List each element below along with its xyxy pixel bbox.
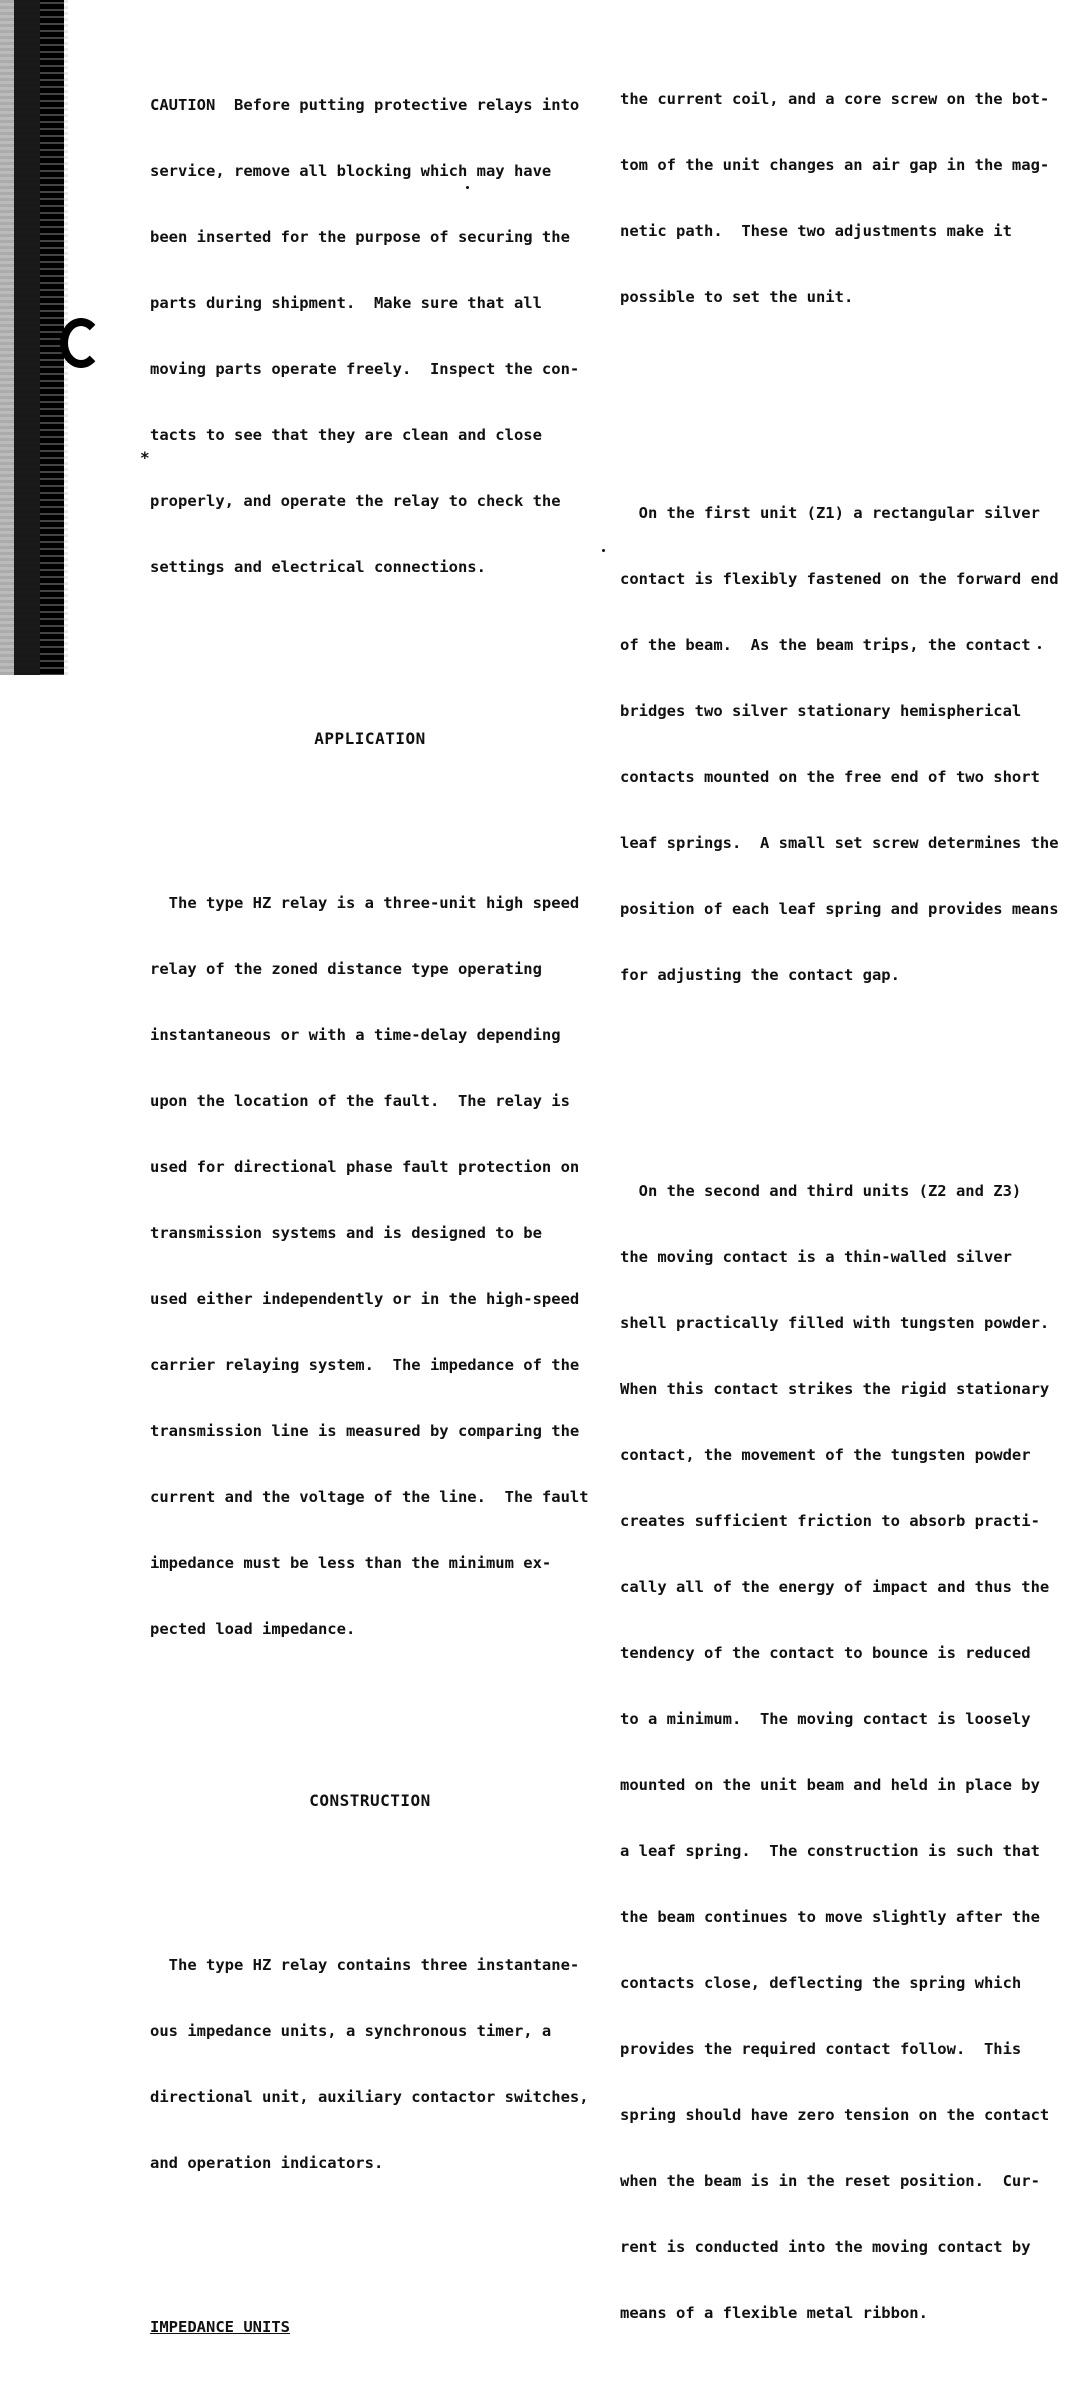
text-line: used either independently or in the high-speed: [150, 1290, 580, 1308]
text-line: contact is flexibly fastened on the forward end: [620, 570, 1059, 588]
left-column: [150, 6, 590, 2360]
text-line: parts during shipment. Make sure that all: [150, 294, 542, 312]
text-line: provides the required contact follow. This: [620, 2040, 1022, 2058]
text-line: to a minimum. The moving contact is loosely: [620, 1710, 1031, 1728]
text-line: On the first unit (Z1) a rectangular silver: [620, 504, 1040, 522]
text-line: netic path. These two adjustments make it: [620, 222, 1012, 240]
text-line: transmission line is measured by comparing the: [150, 1422, 580, 1440]
text-line: bridges two silver stationary hemispherical: [620, 702, 1022, 720]
text-line: contacts mounted on the free end of two short: [620, 768, 1040, 786]
text-line: the current coil, and a core screw on the bot-: [620, 90, 1050, 108]
text-line: been inserted for the purpose of securing the: [150, 228, 570, 246]
text-line: contact, the movement of the tungsten powder: [620, 1446, 1031, 1464]
text-line: instantaneous or with a time-delay depending: [150, 1026, 561, 1044]
text-line: CAUTION Before putting protective relays into: [150, 96, 580, 114]
scan-speck: [466, 186, 469, 189]
text-line: shell practically filled with tungsten powder.: [620, 1314, 1050, 1332]
text-line: current and the voltage of the line. The fault: [150, 1488, 589, 1506]
text-line: upon the location of the fault. The relay is: [150, 1092, 570, 1110]
text-line: means of a flexible metal ribbon.: [620, 2304, 928, 2322]
text-line: moving parts operate freely. Inspect the con-: [150, 360, 580, 378]
text-line: and operation indicators.: [150, 2154, 384, 2172]
text-line: spring should have zero tension on the contact: [620, 2106, 1050, 2124]
text-line: contacts close, deflecting the spring which: [620, 1974, 1022, 1992]
text-line: for adjusting the contact gap.: [620, 966, 900, 984]
text-line: On the second and third units (Z2 and Z3): [620, 1182, 1022, 1200]
text-line: the moving contact is a thin-walled silver: [620, 1248, 1012, 1266]
text-line: tom of the unit changes an air gap in the mag-: [620, 156, 1050, 174]
text-line: creates sufficient friction to absorb practi-: [620, 1512, 1040, 1530]
text-line: the beam continues to move slightly after the: [620, 1908, 1040, 1926]
text-line: possible to set the unit.: [620, 288, 854, 306]
text-line: relay of the zoned distance type operating: [150, 960, 542, 978]
text-line: rent is conducted into the moving contact by: [620, 2238, 1031, 2256]
text-line: position of each leaf spring and provides means: [620, 900, 1059, 918]
impedance-units-heading: IMPEDANCE UNITS: [150, 2318, 290, 2336]
text-line: a leaf spring. The construction is such that: [620, 1842, 1040, 1860]
text-line: transmission systems and is designed to be: [150, 1224, 542, 1242]
text-line: cally all of the energy of impact and thus the: [620, 1578, 1050, 1596]
text-line: When this contact strikes the rigid stationary: [620, 1380, 1050, 1398]
scan-speck: [602, 549, 605, 552]
right-column: [620, 0, 1060, 2390]
text-line: The type HZ relay is a three-unit high speed: [150, 894, 580, 912]
revision-star-mark: *: [140, 448, 150, 467]
text-line: when the beam is in the reset position. Cur-: [620, 2172, 1040, 2190]
second-third-units-paragraph: [620, 1136, 1060, 2368]
text-line: The type HZ relay contains three instantane-: [150, 1956, 580, 1974]
text-line: used for directional phase fault protection on: [150, 1158, 580, 1176]
text-line: mounted on the unit beam and held in place by: [620, 1776, 1040, 1794]
text-line: leaf springs. A small set screw determines the: [620, 834, 1059, 852]
construction-paragraph: [150, 1910, 590, 2218]
text-line: carrier relaying system. The impedance of the: [150, 1356, 580, 1374]
text-line: impedance must be less than the minimum ex-: [150, 1554, 552, 1572]
text-line: pected load impedance.: [150, 1620, 356, 1638]
text-line: of the beam. As the beam trips, the contact: [620, 636, 1031, 654]
text-line: tacts to see that they are clean and close: [150, 426, 542, 444]
application-paragraph: [150, 848, 590, 1684]
scan-speck: [1038, 646, 1041, 649]
caution-paragraph: [150, 50, 590, 622]
intro-paragraph: [620, 44, 1060, 352]
text-line: settings and electrical connections.: [150, 558, 486, 576]
text-line: ous impedance units, a synchronous timer, a: [150, 2022, 552, 2040]
text-line: tendency of the contact to bounce is reduced: [620, 1644, 1031, 1662]
text-line: service, remove all blocking which may have: [150, 162, 552, 180]
binder-hole: [60, 318, 102, 368]
first-unit-paragraph: [620, 458, 1060, 1030]
text-line: directional unit, auxiliary contactor switches,: [150, 2088, 589, 2106]
text-line: properly, and operate the relay to check the: [150, 492, 561, 510]
application-heading: APPLICATION: [314, 729, 426, 748]
construction-heading: CONSTRUCTION: [309, 1791, 431, 1810]
